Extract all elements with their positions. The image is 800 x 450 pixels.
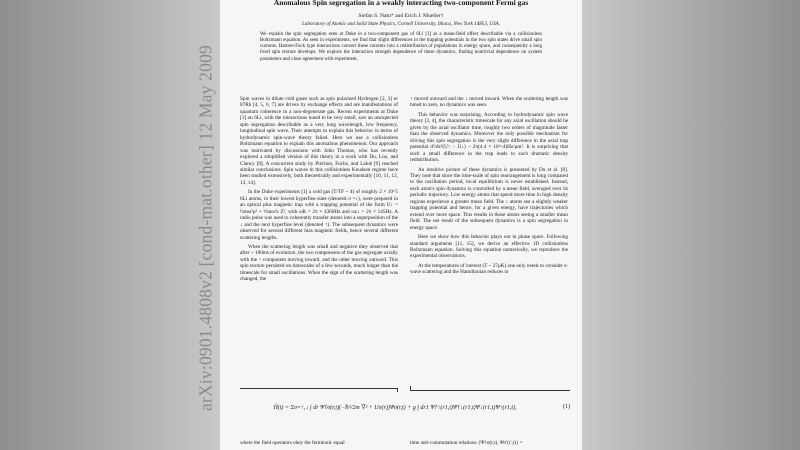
right-paragraph-5: At the temperatures of interest (T ~ 27μK) one only needs to consider s-wave scattering and the Hamiltonian reduces to <box>410 262 568 276</box>
left-paragraph-3: When the scattering length was small and negative they observed that after ~ 100ms of evolution, the two components of the gas segregate axially with the ↑ component moving inward, and the other moving outward. This spin texture persisted on timescales of a few seconds, much longer than the timescale for small oscillations. When the sign of the scattering length was changed, the <box>240 243 398 283</box>
column-rule-left <box>240 386 398 389</box>
viewer-right-margin <box>582 0 800 450</box>
right-paragraph-3: An intuitive picture of these dynamics is presented by Du et al. [8]. They note that since the time-scale of spin rearrangement is long compared to the oscillation period, local equilibrium is never established. Instead, each atom's spin dynamics is controlled by a mean field, averaged over its periodic trajectory. Low energy atoms that spend more time in high density regions experience a greater mean field. The ↓ atoms see a slightly weaker trapping potential and hence, for a given energy, have trajectories which extend over more space. This results in those atoms seeing a smaller mean field. The net result of the subsequent dynamics is a spin segregation in energy space. <box>410 166 568 231</box>
paper-authors: Stefan S. Natu* and Erich J. Mueller† <box>358 13 444 19</box>
right-paragraph-4: Here we show how this behavior plays out in phase space. Following standard arguments [11, 15], we derive an effective 1D collisionless Boltzmann equation. Solving this equation numerically, we reproduce the experimental observations. <box>410 234 568 260</box>
right-paragraph-1: ↑ moved outward and the ↓ moved inward. When the scattering length was tuned to zero, no dynamics was seen. <box>410 96 568 109</box>
hamiltonian-equation: Ĥ(t) = Σσ=↑,↓ ∫ dr Ψ†σ(r,t)(−ℏ²/2m ∇² + Uσ(r))Ψσ(r,t) + g ∫ dr1 Ψ†↑(r1,t)Ψ†↓(r1,t)Ψ↓(r1,t)Ψ↑(r1,t), <box>273 405 517 411</box>
paper-abstract: We explain the spin segregation seen at Duke in a two-component gas of 6Li [1] as a mean-field effect describable via a collisionless Boltzmann equation. As seen in experiments, we find that slight differences in the trapping potentials in the two spin states drive small spin currents. Hartree-Fock type interactions convert these currents into a redistribution of populations in energy space, and consequently a long lived spin texture develops. We explore the interaction strength dependence of these dynamics, finding nontrivial dependence on system parameters and close agreement with experiment. <box>260 32 542 62</box>
arxiv-stamp: arXiv:0901.4808v2 [cond-mat.other] 12 May 2009 <box>195 45 216 411</box>
left-column <box>240 96 398 384</box>
document-page[interactable] <box>220 0 582 450</box>
paper-title: Anomalous Spin segregation in a weakly interacting two-component Fermi gas <box>273 0 529 7</box>
paper-affiliation: Laboratory of Atomic and Solid State Physics, Cornell University, Ithaca, New York 14853, USA. <box>301 21 501 27</box>
right-paragraph-2: This behavior was surprising. According to hydrodynamic spin wave theory [3, 4], the characteristic timescale for any axial oscillation should be given by the axial oscillator time, roughly two orders of magnitude faster than the observed dynamics. Moreover the only possible mechanism for driving this spin segregation is the very slight difference in the axial trap potential d²/dz²(U↑ − U↓) ~ 2π(4.4 × 10^-4)Hz/μm². It is surprising that such a small difference in the trap leads to such dramatic density redistribution. <box>410 111 568 164</box>
left-paragraph-2: In the Duke experiments [1] a cold gas (T/TF ~ 4) of roughly 2 × 10^5 6Li atoms, in their lowest hyperfine state (denoted σ =↓), were prepared in an optical plus magnetic trap with a trapping potential of the form U↓ = ½mω²ρ² + ½mω²z Z², with ωR = 2π × 4360Hz and ωz↓ = 2π × 145Hz. A radio pulse was used to coherently transfer atoms into a superposition of the ↓ and the next hyperfine level (denoted ↑). The subsequent dynamics were observed for several different bias magnetic fields, hence several different scattering lengths. <box>240 189 398 241</box>
footer-text-left: where the field operators obey the fermionic equal <box>240 440 345 446</box>
footer-text-right: time anti-commutation relations {Ψ†σ(r,t), Ψσ'(r',t)} = <box>410 440 523 446</box>
equation-number: (1) <box>563 404 570 410</box>
column-rule-right <box>410 390 570 393</box>
right-column <box>410 96 568 392</box>
left-paragraph-1: Spin waves in dilute cold gases such as spin polarized Hydrogen [2, 3] or 87Rb [4, 5, 6, 7] are driven by exchange effects and are manifestations of quantum coherence in a non-degenerate gas. Recent experiments at Duke [1] on 6Li, with the interactions tuned to be very small, saw an unexpected spin segregation describable as a very long wavelength, low frequency, longitudinal spin wave. Their attempts to explain this behavior in terms of hydrodynamic spin-wave theory failed. Here we use a collisionless Boltzmann equation to explain this anomalous phenomenon. Our approach was motivated by discussions with John Thomas, who has recently explored a simplified version of this theory in a work with Du, Luo, and Clancy [8]. A concurrent study by Piéchon, Fuchs, and Laloë [9] reached similar conclusions. Spin waves in this collisionless Knudsen regime have been studied extensively, both theoretically and experimentally [10, 11, 12, 13, 14]. <box>240 96 398 186</box>
viewer-left-margin <box>0 0 220 450</box>
